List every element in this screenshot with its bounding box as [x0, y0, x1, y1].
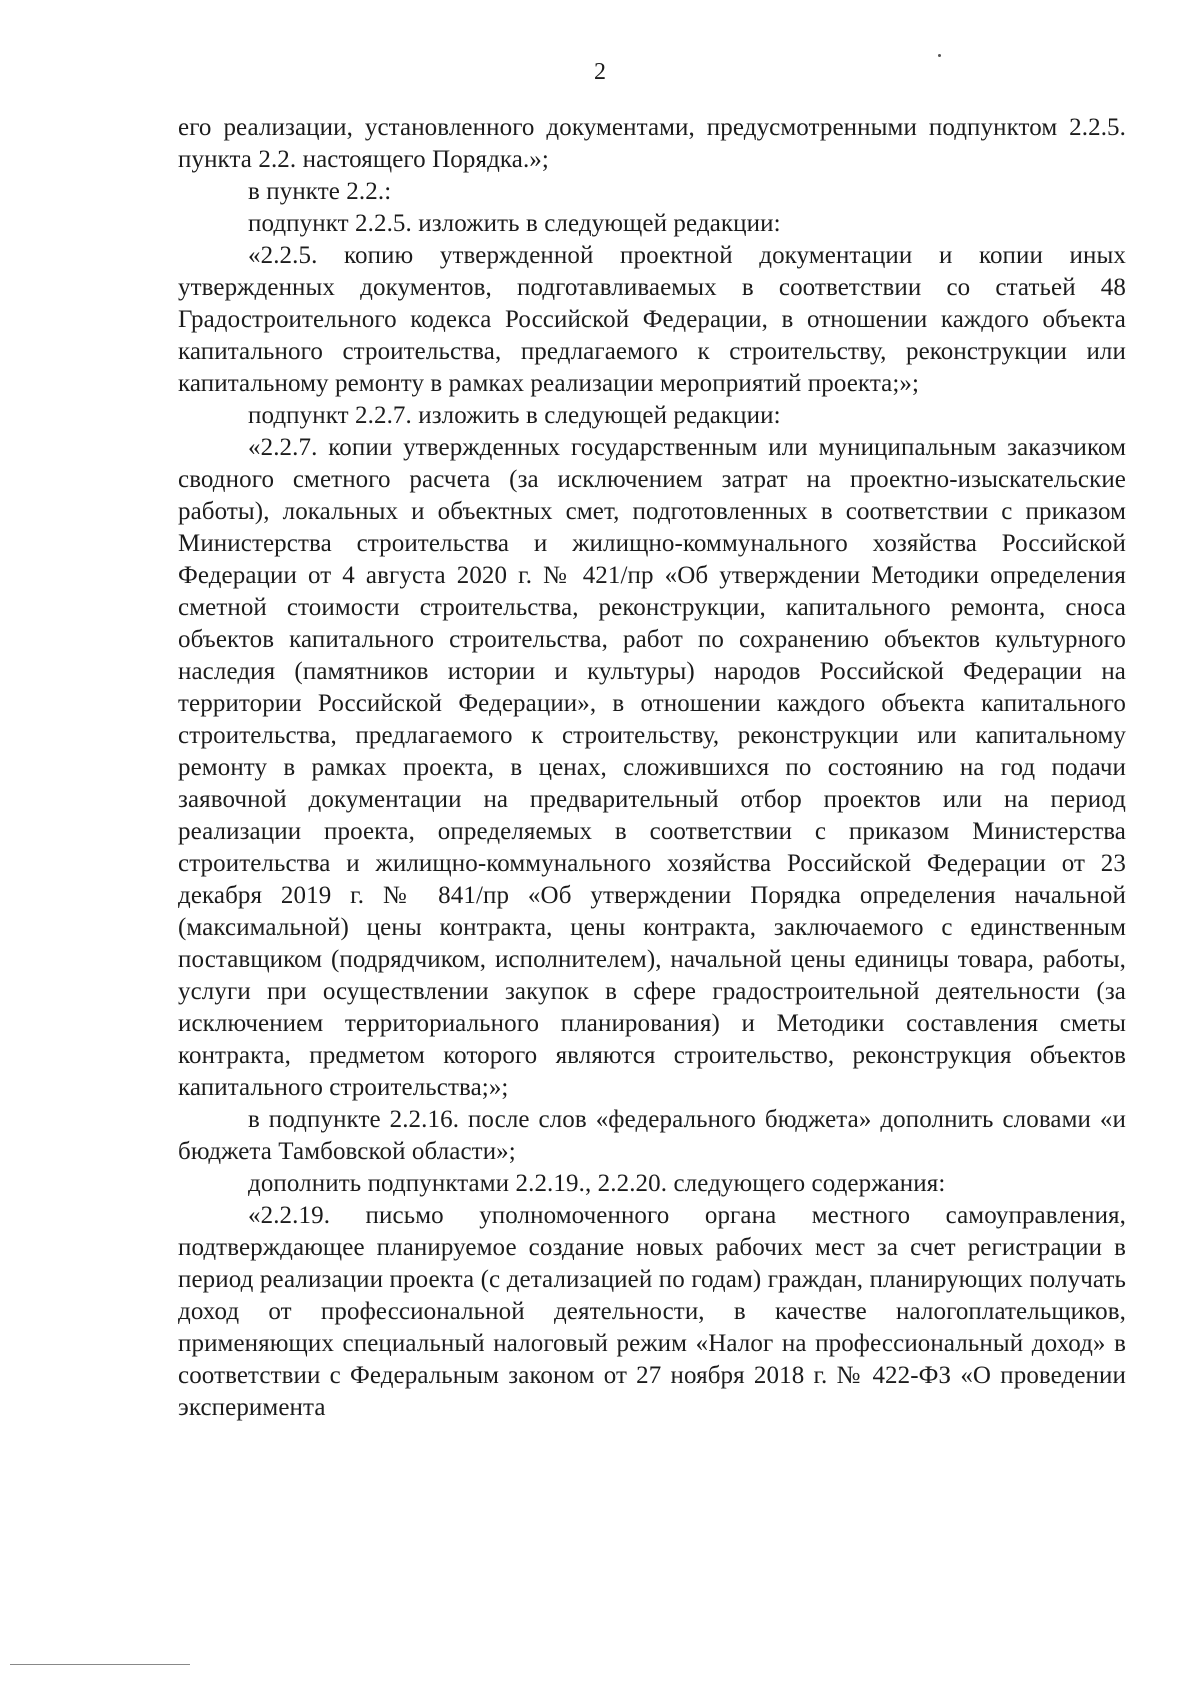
document-body [178, 112, 1126, 1424]
paragraph-subclause-2-2-19-text: «2.2.19. письмо уполномоченного органа местного самоуправления, подтверждающее планируемое создание новых рабочих мест за счет регистрации в период реализации проекта (с детализацией по годам) граждан, планирующих получать доход от профессиональной деятельности, в качестве налогоплательщиков, применяющих специальный налоговый режим «Налог на профессиональный доход» в соответствии с Федеральным законом от 27 ноября 2018 г. № 422-ФЗ «О проведении эксперимента [178, 1202, 1126, 1421]
paragraph-subclause-2-2-7-text: «2.2.7. копии утвержденных государственным или муниципальным заказчиком сводного сметного расчета (за исключением затрат на проектно-изыскательские работы), локальных и объектных смет, подготовленных в соответствии с приказом Министерства строительства и жилищно-коммунального хозяйства Российской Федерации от 4 августа 2020 г. № 421/пр «Об утверждении Методики определения сметной стоимости строительства, реконструкции, капитального ремонта, сноса объектов капитального строительства, работ по сохранению объектов культурного наследия (памятников истории и культуры) народов Российской Федерации на территории Российской Федерации», в отношении каждого объекта капитального строительства, предлагаемого к строительству, реконструкции или капитальному ремонту в рамках проекта, в ценах, сложившихся по состоянию на год подачи заявочной документации на предварительный отбор проектов или на период реализации проекта, определяемых в соответствии с приказом Министерства строительства и жилищно-коммунального хозяйства Российской Федерации от 23 декабря 2019 г. № 841/пр «Об утверждении Порядка определения начальной (максимальной) цены контракта, цены контракта, заключаемого с единственным поставщиком (подрядчиком, исполнителем), начальной цены единицы товара, работы, услуги при осуществлении закупок в сфере градостроительной деятельности (за исключением территориального планирования) и Методики составления сметы контракта, предметом которого являются строительство, реконструкция объектов капитального строительства;»; [178, 434, 1126, 1101]
paragraph-subclause-2-2-16-amendment: в подпункте 2.2.16. после слов «федерального бюджета» дополнить словами «и бюджета Тамбовской области»; [178, 1106, 1126, 1165]
paragraph-add-subclauses-instruction: дополнить подпунктами 2.2.19., 2.2.20. следующего содержания: [248, 1170, 946, 1197]
paragraph-subclause-2-2-5-text: «2.2.5. копию утвержденной проектной документации и копии иных утвержденных документов, подготавливаемых в соответствии со статьей 48 Градостроительного кодекса Российской Федерации, в отношении каждого объекта капитального строительства, предлагаемого к строительству, реконструкции или капитальному ремонту в рамках реализации мероприятий проекта;»; [178, 242, 1126, 397]
paragraph-subclause-2-2-5-instruction: подпункт 2.2.5. изложить в следующей редакции: [248, 210, 781, 237]
paragraph-subclause-2-2-7-instruction: подпункт 2.2.7. изложить в следующей редакции: [248, 402, 781, 429]
scan-speck [938, 54, 941, 57]
paragraph-clause-2-2: в пункте 2.2.: [248, 178, 392, 205]
page-number: 2 [594, 59, 606, 85]
footnote-separator [10, 1664, 190, 1665]
paragraph-continuation: его реализации, установленного документами, предусмотренными подпунктом 2.2.5. пункта 2.2. настоящего Порядка.»; [178, 114, 1126, 173]
